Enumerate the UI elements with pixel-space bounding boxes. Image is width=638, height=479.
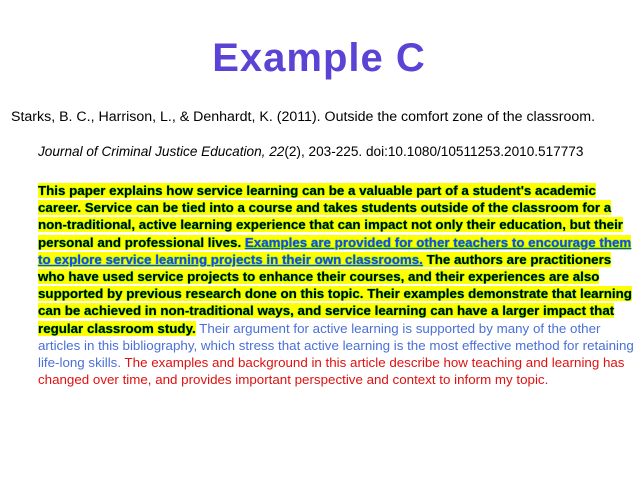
- evaluation-text: Their argument for active learning is supported by many of the other articles in this bibliography, which stress that active learning is the most effective method for retaining life-long skills.: [38, 320, 634, 371]
- summary-highlight: [38, 183, 632, 336]
- summary-text-2: The authors are practitioners who have used service projects to enhance their courses, and their experiences are also supported by previous research done on this topic. Their examples demonstrate that learning can be achieved in non-traditional ways, and service learning can have a larger impact that regular classroom study.: [38, 251, 632, 336]
- slide-title: Example C: [212, 36, 426, 80]
- annotation-paragraph: [38, 182, 636, 388]
- journal-issue-pages-doi: (2), 203-225. doi:10.1080/10511253.2010.517773: [284, 144, 584, 159]
- summary-underlined-text: Examples are provided for other teachers to encourage them to explore service learning projects in their own classrooms.: [38, 234, 632, 267]
- citation-line: Starks, B. C., Harrison, L., & Denhardt, K. (2011). Outside the comfort zone of the classroom.: [11, 109, 596, 125]
- citation-journal-line: [38, 144, 633, 159]
- journal-name: Journal of Criminal Justice Education,: [38, 144, 266, 159]
- summary-text-1: This paper explains how service learning can be a valuable part of a student's academic career. Service can be tied into a course and takes students outside of the classroom for a non-traditional, active learning experience that can impact not only their education, but their personal and professional lives.: [38, 183, 623, 250]
- journal-volume: 22: [269, 144, 285, 159]
- reflection-text: The examples and background in this article describe how teaching and learning has changed over time, and provides important perspective and context to inform my topic.: [38, 355, 625, 388]
